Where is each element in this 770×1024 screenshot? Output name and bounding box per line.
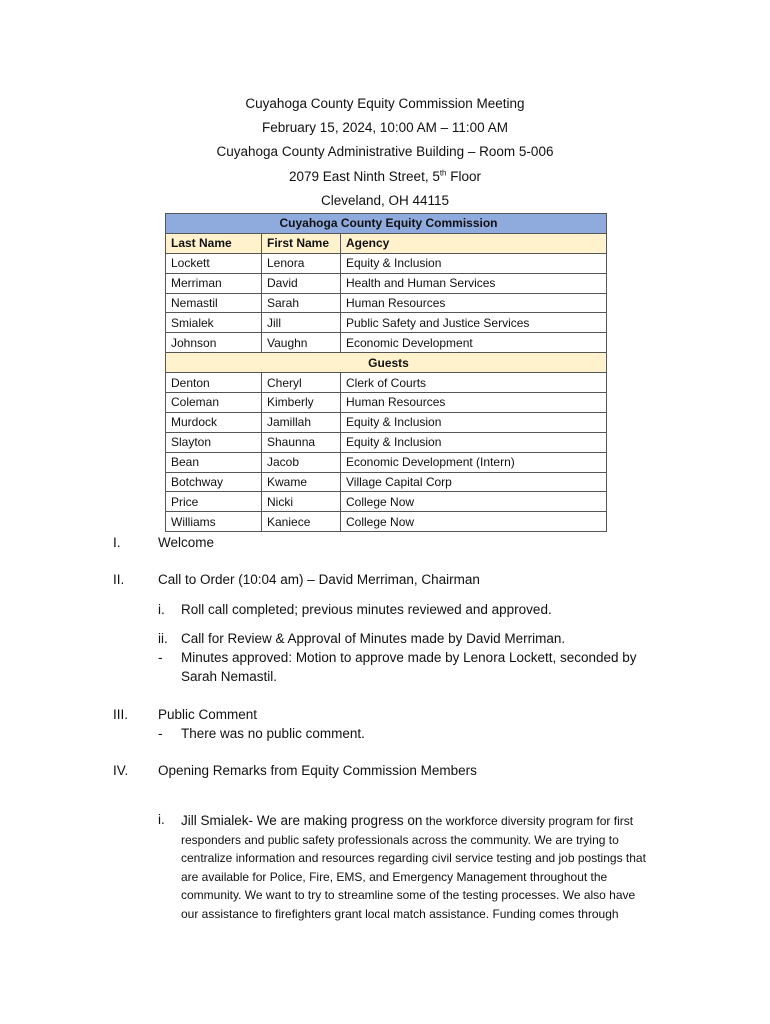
- agency: College Now: [341, 512, 607, 532]
- table-title-row: [166, 214, 607, 234]
- meeting-building: Cuyahoga County Administrative Building – Room 5-006: [216, 144, 554, 160]
- last-name: Coleman: [166, 393, 262, 413]
- item-text: Minutes approved: Motion to approve made by Lenora Lockett, seconded by: [181, 650, 637, 665]
- section-title: Welcome: [158, 535, 215, 550]
- first-name: Lenora: [262, 253, 341, 273]
- item-number: i.: [158, 812, 165, 827]
- table-row: [166, 452, 607, 472]
- first-name: Sarah: [262, 293, 341, 313]
- first-name: Vaughn: [262, 333, 341, 353]
- column-header: Agency: [341, 233, 607, 253]
- remarks-line: are available for Police, Fire, EMS, and Emergency Management throughout the: [181, 869, 608, 884]
- last-name: Williams: [166, 512, 262, 532]
- remarks-paragraph: [181, 812, 701, 923]
- last-name: Slayton: [166, 432, 262, 452]
- agency: Health and Human Services: [341, 273, 607, 293]
- agency: Economic Development (Intern): [341, 452, 607, 472]
- first-name: Jill: [262, 313, 341, 333]
- table-row: [166, 412, 607, 432]
- last-name: Johnson: [166, 333, 262, 353]
- section-number: II.: [113, 572, 125, 587]
- last-name: Nemastil: [166, 293, 262, 313]
- last-name: Bean: [166, 452, 262, 472]
- last-name: Botchway: [166, 472, 262, 492]
- first-name: David: [262, 273, 341, 293]
- table-row: [166, 432, 607, 452]
- item-number: i.: [158, 602, 165, 617]
- first-name: Kwame: [262, 472, 341, 492]
- agency: Equity & Inclusion: [341, 432, 607, 452]
- remarks-line: the workforce diversity program for first: [422, 814, 634, 828]
- table-row: [166, 333, 607, 353]
- table-row: [166, 472, 607, 492]
- agency: Clerk of Courts: [341, 373, 607, 393]
- agency: Equity & Inclusion: [341, 253, 607, 273]
- table-row: [166, 512, 607, 532]
- table-row: [166, 253, 607, 273]
- guests-label: Guests: [166, 353, 607, 373]
- section-title: Opening Remarks from Equity Commission Members: [158, 763, 477, 778]
- last-name: Murdock: [166, 412, 262, 432]
- section-number: III.: [113, 707, 129, 722]
- table-row: [166, 492, 607, 512]
- remarks-lead: Jill Smialek- We are making progress on: [181, 813, 423, 828]
- agency: Human Resources: [341, 293, 607, 313]
- table-row: [166, 313, 607, 333]
- remarks-line: community. We want to try to streamline some of the testing processes. We also have: [181, 888, 636, 902]
- meeting-header: [0, 92, 770, 213]
- item-text: Call for Review & Approval of Minutes made by David Merriman.: [181, 631, 566, 646]
- remarks-line: responders and public safety professionals across the community. We are trying to: [181, 832, 619, 847]
- last-name: Price: [166, 492, 262, 512]
- table-row: [166, 273, 607, 293]
- first-name: Kaniece: [262, 512, 341, 532]
- last-name: Smialek: [166, 313, 262, 333]
- table-title: Cuyahoga County Equity Commission: [166, 214, 607, 234]
- item-text: Sarah Nemastil.: [181, 669, 278, 684]
- table-row: [166, 393, 607, 413]
- column-header: First Name: [262, 233, 341, 253]
- meeting-city: Cleveland, OH 44115: [320, 192, 450, 208]
- remarks-line: centralize information and resources regarding civil service testing and job postings that: [181, 851, 646, 865]
- first-name: Jamillah: [262, 412, 341, 432]
- meeting-street: 2079 East Ninth Street, 5th Floor: [288, 168, 482, 184]
- section-number: I.: [113, 535, 121, 550]
- first-name: Cheryl: [262, 373, 341, 393]
- last-name: Lockett: [166, 253, 262, 273]
- column-header: Last Name: [166, 233, 262, 253]
- table-header-row: [166, 233, 607, 253]
- bullet-dash: -: [158, 650, 163, 665]
- item-number: ii.: [158, 631, 168, 646]
- item-text: Roll call completed; previous minutes reviewed and approved.: [181, 602, 552, 617]
- table-row: [166, 293, 607, 313]
- last-name: Denton: [166, 373, 262, 393]
- section-title: Call to Order (10:04 am) – David Merriman, Chairman: [158, 572, 480, 587]
- agency: College Now: [341, 492, 607, 512]
- agency: Village Capital Corp: [341, 472, 607, 492]
- section-title: Public Comment: [158, 707, 258, 722]
- first-name: Nicki: [262, 492, 341, 512]
- first-name: Shaunna: [262, 432, 341, 452]
- section-number: IV.: [113, 763, 129, 778]
- meeting-title: Cuyahoga County Equity Commission Meeting: [245, 96, 525, 111]
- attendance-table: [165, 213, 607, 532]
- first-name: Kimberly: [262, 393, 341, 413]
- bullet-dash: -: [158, 726, 163, 741]
- last-name: Merriman: [166, 273, 262, 293]
- guests-header-row: [166, 353, 607, 373]
- remarks-line: our assistance to firefighters grant local match assistance. Funding comes through: [181, 906, 619, 921]
- first-name: Jacob: [262, 452, 341, 472]
- item-text: There was no public comment.: [181, 726, 365, 741]
- meeting-datetime: February 15, 2024, 10:00 AM – 11:00 AM: [262, 120, 508, 136]
- agency: Equity & Inclusion: [341, 412, 607, 432]
- agency: Human Resources: [341, 393, 607, 413]
- agency: Economic Development: [341, 333, 607, 353]
- table-row: [166, 373, 607, 393]
- agency: Public Safety and Justice Services: [341, 313, 607, 333]
